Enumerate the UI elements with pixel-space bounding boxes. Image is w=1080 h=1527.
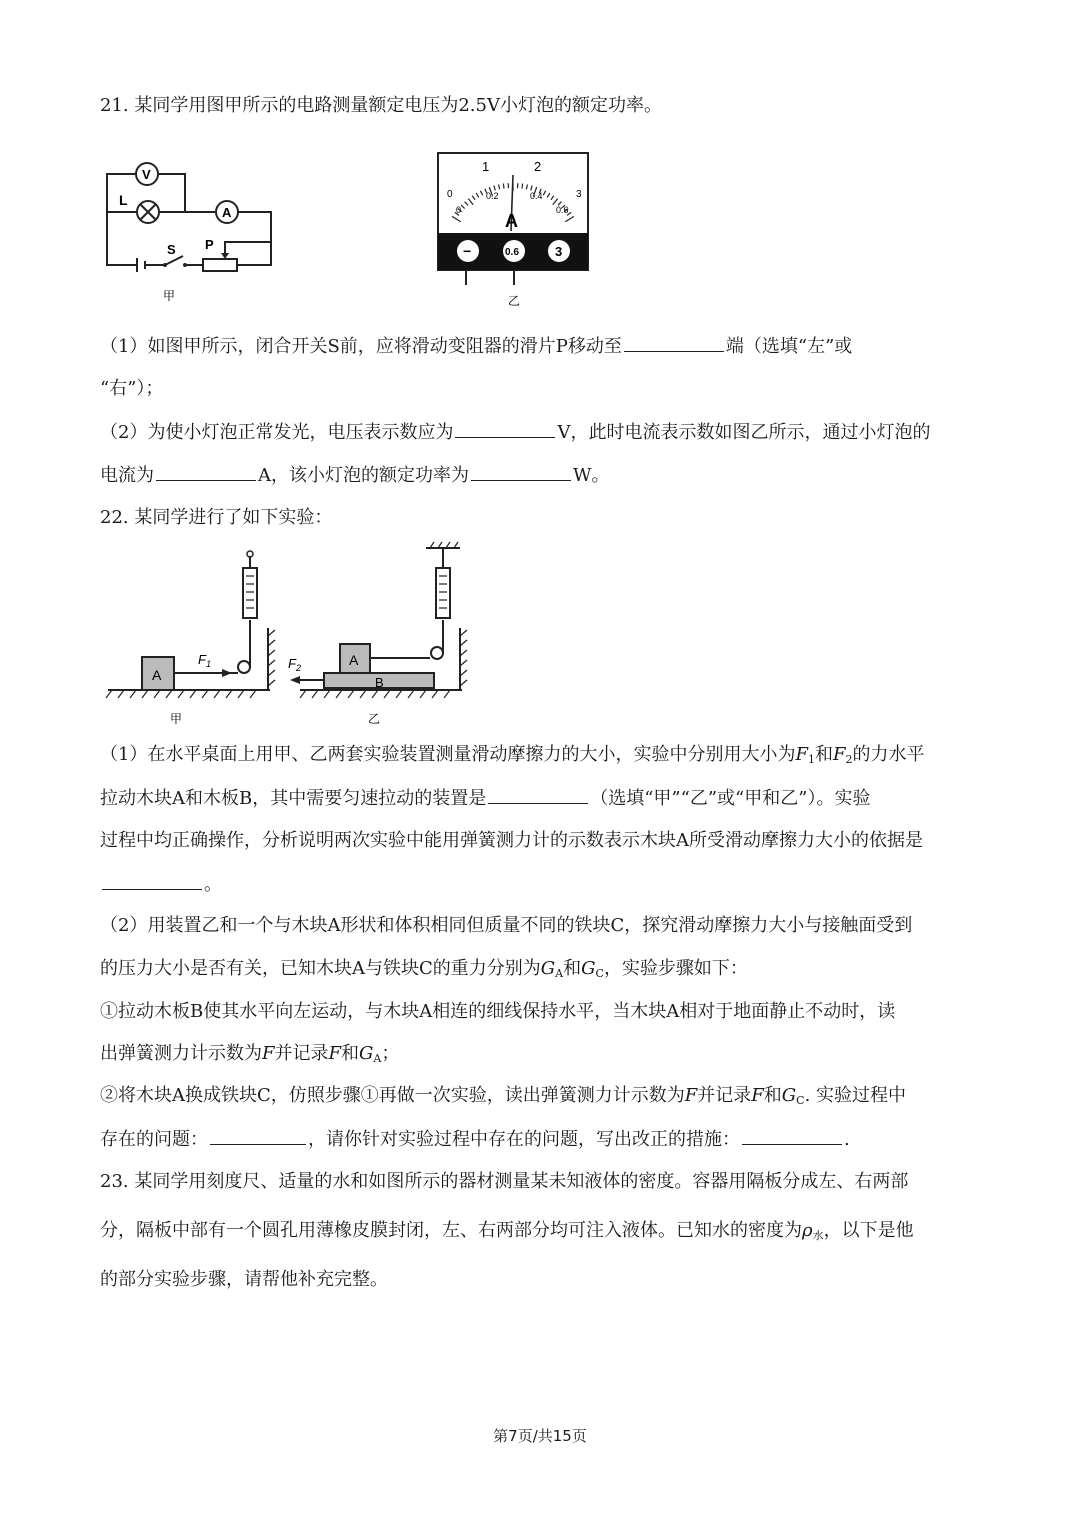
q21-part1-line2: “右”）； [100, 378, 164, 399]
q23-line2: 分，隔板中部有一个圆孔用薄橡皮膜封闭，左、右两部分均可注入液体。已知水的密度为$\rho_水$，以下是他 [100, 1220, 914, 1242]
q22-part1-line3: 过程中均正确操作，分析说明两次实验中能用弹簧测力计的示数表示木块A所受滑动摩擦力大小的依据是 [100, 830, 923, 851]
q22-part1-line1: （1）在水平桌面上用甲、乙两套实验装置测量滑动摩擦力的大小，实验中分别用大小为$F_1$和$F_2$的力水平 [100, 744, 925, 766]
board-b-label: B [375, 675, 384, 690]
terminal-negative: − [463, 243, 472, 259]
block-a-label-left: A [152, 667, 162, 683]
scale-end-0-6: 0.6 [556, 205, 569, 215]
q21-stem: 21. 某同学用图甲所示的电路测量额定电压为2.5V小灯泡的额定功率。 [100, 95, 662, 116]
figure-yi-caption: 乙 [508, 294, 521, 308]
force-f1-label: $F_1$ [198, 652, 211, 669]
q22-step1-line1: ①拉动木板B使其水平向左运动，与木块A相连的细线保持水平，当木块A相对于地面静止不动时，读 [100, 1001, 896, 1022]
scale-0-2: 0.2 [486, 191, 499, 201]
answer-blank[interactable] [210, 1126, 306, 1145]
q22-part2-line1: （2）用装置乙和一个与木块A形状和体积相同但质量不同的铁块C，探究滑动摩擦力大小与接触面受到 [100, 915, 913, 936]
scale-1: 1 [482, 159, 490, 174]
q21-circuit-figure [95, 155, 285, 305]
ammeter-label: A [222, 205, 232, 220]
q22-part1-line4: 。 [100, 871, 980, 898]
answer-blank[interactable] [455, 419, 555, 438]
q22-step2-line2: 存在的问题： ，请你针对实验过程中存在的问题，写出改正的措施： . [100, 1126, 980, 1153]
scale-end-0: 0 [447, 189, 453, 200]
q22-stem: 22. 某同学进行了如下实验： [100, 507, 333, 528]
answer-blank[interactable] [102, 871, 202, 890]
dial-tick [503, 184, 504, 189]
q22-part1-line2: 拉动木块A和木板B，其中需要匀速拉动的装置是 （选填“甲”“乙”或“甲和乙”）。实验 [100, 785, 980, 812]
scale-end-0-small: 0 [456, 205, 462, 215]
q22-part2-line2: 的压力大小是否有关，已知木块A与铁块C的重力分别为$G_A$和$G_C$，实验步骤如下： [100, 958, 748, 980]
q23-line3: 的部分实验步骤，请帮他补充完整。 [100, 1269, 388, 1290]
q22-step1-line2: 出弹簧测力计示数为F并记录F和$G_A$； [100, 1043, 400, 1065]
switch-label: S [167, 242, 176, 257]
unit-label: A [505, 211, 518, 231]
answer-blank[interactable] [742, 1126, 842, 1145]
scale-end-3: 3 [576, 189, 582, 200]
q23-line1: 23. 某同学用刻度尺、适量的水和如图所示的器材测量某未知液体的密度。容器用隔板分成左、右两部 [100, 1171, 909, 1192]
slider-label: P [205, 237, 214, 252]
dial-tick [522, 184, 523, 189]
q21-part2-line1: （2）为使小灯泡正常发光，电压表示数应为 V，此时电流表示数如图乙所示，通过小灯泡的 [100, 419, 980, 446]
page-number: 第7页/共15页 [493, 1427, 587, 1445]
q22-step2-line1: ②将木块A换成铁块C，仿照步骤①再做一次实验，读出弹簧测力计示数为F并记录F和$G_C$. 实验过程中 [100, 1085, 907, 1107]
answer-blank[interactable] [471, 462, 571, 481]
force-f2-label: $F_2$ [288, 656, 301, 673]
q21-ammeter-figure [430, 145, 600, 310]
answer-blank[interactable] [624, 333, 724, 352]
scale-0-4: 0.4 [530, 191, 543, 201]
figure-yi-caption: 乙 [368, 712, 381, 726]
terminal-0-6: 0.6 [505, 247, 519, 258]
q21-part2-line2: 电流为 A，该小灯泡的额定功率为 W。 [100, 462, 980, 489]
scale-2: 2 [534, 159, 542, 174]
lamp-label: L [119, 192, 128, 208]
q22-friction-figure [100, 540, 480, 730]
answer-blank[interactable] [156, 462, 256, 481]
q21-part1-line1: （1）如图甲所示，闭合开关S前，应将滑动变阻器的滑片P移动至 端（选填“左”或 [100, 333, 980, 360]
figure-jia-caption: 甲 [163, 289, 176, 303]
block-a-label-right: A [349, 652, 359, 668]
voltmeter-label: V [142, 167, 151, 182]
terminal-3: 3 [555, 244, 563, 259]
answer-blank[interactable] [488, 785, 588, 804]
figure-jia-caption: 甲 [170, 712, 183, 726]
